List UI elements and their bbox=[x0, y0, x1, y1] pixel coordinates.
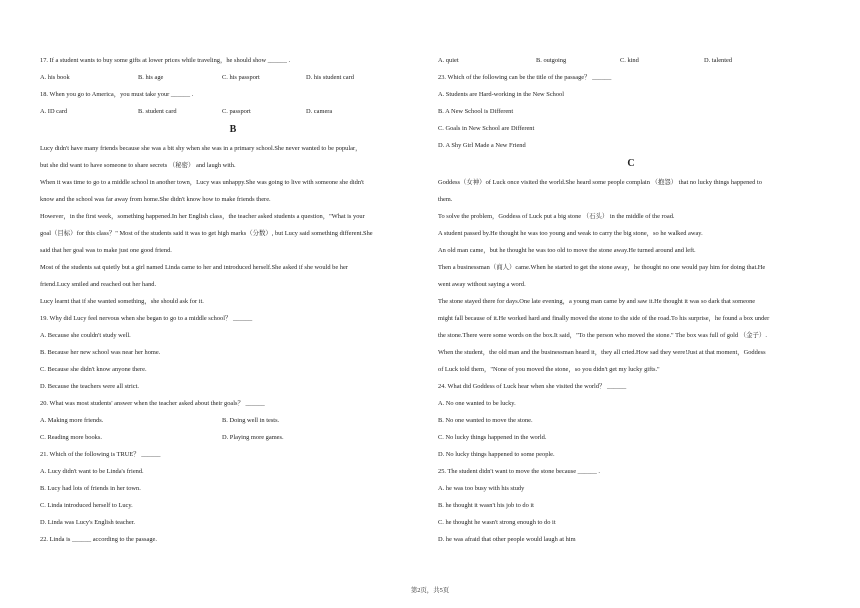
q17-options bbox=[40, 69, 426, 86]
q25-option-c: C. he thought he wasn't strong enough to do it bbox=[438, 519, 556, 526]
q22-option-b: B. outgoing bbox=[536, 57, 567, 64]
right-column bbox=[438, 52, 824, 548]
q21-option-b: B. Lucy had lots of friends in her town. bbox=[40, 485, 141, 492]
passage-c-line: of Luck told them，"None of you moved the stone，so you didn't get my lucky gifts." bbox=[438, 366, 660, 373]
passage-c-line: might fall because of it.He worked hard and finally moved the stone to the side of the road.To his surprise，he found a box under bbox=[438, 315, 770, 322]
q20-option-d: D. Playing more games. bbox=[222, 434, 284, 441]
q17-option-b: B. his age bbox=[138, 74, 164, 81]
passage-b-line: but she did want to have someone to share secrets （秘密） and laugh with. bbox=[40, 162, 236, 169]
passage-c-line: Then a businessman（商人）came.When he started to get the stone away，he thought no one would pay him for doing that.He bbox=[438, 264, 766, 271]
q17-option-c: C. his passport bbox=[222, 74, 260, 81]
passage-c-line: When the student，the old man and the businessman heard it，they all cried.How sad they were!Just at that moment，Goddess bbox=[438, 349, 766, 356]
q24-option-a: A. No one wanted to be lucky. bbox=[438, 400, 516, 407]
page-number: 第2页，共5页 bbox=[410, 587, 450, 594]
q20-option-a: A. Making more friends. bbox=[40, 417, 104, 424]
q22-option-d: D. talented bbox=[704, 57, 733, 64]
q21-option-c: C. Linda introduced herself to Lucy. bbox=[40, 502, 133, 509]
q24-option-c: C. No lucky things happened in the world. bbox=[438, 434, 547, 441]
q18-option-b: B. student card bbox=[138, 108, 177, 115]
q18-option-a: A. ID card bbox=[40, 108, 68, 115]
passage-c-line: An old man came，but he thought he was too old to move the stone away.He turned around and left. bbox=[438, 247, 696, 254]
q24-option-d: D. No lucky things happened to some people. bbox=[438, 451, 555, 458]
passage-c-line: went away without saying a word. bbox=[438, 281, 526, 288]
q18-option-d: D. camera bbox=[306, 108, 333, 115]
passage-c bbox=[438, 174, 824, 378]
passage-b bbox=[40, 140, 426, 310]
q17-option-d: D. his student card bbox=[306, 74, 354, 81]
q19-option-c: C. Because she didn't know anyone there. bbox=[40, 366, 147, 373]
passage-c-line: Goddess（女神）of Luck once visited the world.She heard some people complain （抱怨） that no lucky things happened to bbox=[438, 179, 762, 186]
passage-b-line: goal（目标）for this class？" Most of the students said it was to get high marks（分数）, but Lucy said something different.She bbox=[40, 230, 373, 237]
q22-options bbox=[438, 52, 824, 69]
passage-c-line: A student passed by.He thought he was too young and weak to carry the big stone，so he walked away. bbox=[438, 230, 703, 237]
q19-option-d: D. Because the teachers were all strict. bbox=[40, 383, 140, 390]
q24-option-b: B. No one wanted to move the stone. bbox=[438, 417, 533, 424]
passage-c-line: The stone stayed there for days.One late evening，a young man came by and saw it.He thought it was so dark that someone bbox=[438, 298, 756, 305]
section-b-heading: B bbox=[229, 124, 237, 135]
q21-stem: 21. Which of the following is TRUE？ ______ bbox=[40, 451, 161, 458]
q20-options-ab bbox=[40, 412, 426, 429]
q18-options bbox=[40, 103, 426, 120]
q22-option-c: C. kind bbox=[620, 57, 639, 64]
q23-option-a: A. Students are Hard-working in the New School bbox=[438, 91, 565, 98]
q21-option-d: D. Linda was Lucy's English teacher. bbox=[40, 519, 136, 526]
passage-b-line: When it was time to go to a middle school in another town，Lucy was unhappy.She was going to live with someone she didn't bbox=[40, 179, 364, 186]
q20-options-cd bbox=[40, 429, 426, 446]
q23-option-c: C. Goals in New School are Different bbox=[438, 125, 535, 132]
passage-b-line: know and the school was far away from home.She didn't know how to make friends there. bbox=[40, 196, 271, 203]
q19-stem: 19. Why did Lucy feel nervous when she began to go to a middle school？ ______ bbox=[40, 315, 253, 322]
q25-option-d: D. he was afraid that other people would laugh at him bbox=[438, 536, 576, 543]
q18-stem: 18. When you go to America，you must take your ______ . bbox=[40, 91, 194, 98]
q17-stem: 17. If a student wants to buy some gifts at lower prices while traveling，he should show ______ . bbox=[40, 57, 291, 64]
q20-option-b: B. Doing well in tests. bbox=[222, 417, 280, 424]
q19-option-a: A. Because she couldn't study well. bbox=[40, 332, 131, 339]
q23-option-b: B. A New School is Different bbox=[438, 108, 514, 115]
q19-option-b: B. Because her new school was near her home. bbox=[40, 349, 161, 356]
q21-option-a: A. Lucy didn't want to be Linda's friend. bbox=[40, 468, 144, 475]
q24-stem: 24. What did Goddess of Luck hear when she visited the world？ ______ bbox=[438, 383, 627, 390]
q25-stem: 25. The student didn't want to move the stone because ______ . bbox=[438, 468, 601, 475]
q17-option-a: A. his book bbox=[40, 74, 70, 81]
q25-option-b: B. he thought it wasn't his job to do it bbox=[438, 502, 534, 509]
q25-option-a: A. he was too busy with his study bbox=[438, 485, 525, 492]
passage-b-line: Most of the students sat quietly but a girl named Linda came to her and introduced herself.She asked if she would be her bbox=[40, 264, 348, 271]
passage-b-line: However，in the first week，something happened.In her English class，the teacher asked students a question，"What is your bbox=[40, 213, 365, 220]
passage-b-line: friend.Lucy smiled and reached out her hand. bbox=[40, 281, 157, 288]
passage-c-line: To solve the problem，Goddess of Luck put a big stone （石头） in the middle of the road. bbox=[438, 213, 675, 220]
passage-b-line: Lucy didn't have many friends because she was a bit shy when she was in a primary school.She never wanted to be popular， bbox=[40, 145, 362, 152]
passage-c-line: them. bbox=[438, 196, 453, 203]
q23-option-d: D. A Shy Girl Made a New Friend bbox=[438, 142, 526, 149]
q20-stem: 20. What was most students' answer when the teacher asked about their goals？ ______ bbox=[40, 400, 265, 407]
q22-option-a: A. quiet bbox=[438, 57, 459, 64]
left-column bbox=[40, 52, 426, 548]
passage-c-line: the stone.There were some words on the box.It said，"To the person who moved the stone." The box was full of gold （金子）. bbox=[438, 332, 767, 339]
q22-stem: 22. Linda is ______ according to the passage. bbox=[40, 536, 157, 543]
passage-b-line: said that her goal was to make just one good friend. bbox=[40, 247, 172, 254]
passage-b-line: Lucy learnt that if she wanted something，she should ask for it. bbox=[40, 298, 204, 305]
q23-stem: 23. Which of the following can be the title of the passage？ ______ bbox=[438, 74, 612, 81]
q20-option-c: C. Reading more books. bbox=[40, 434, 102, 441]
section-c-heading: C bbox=[627, 158, 635, 169]
q18-option-c: C. passport bbox=[222, 108, 251, 115]
